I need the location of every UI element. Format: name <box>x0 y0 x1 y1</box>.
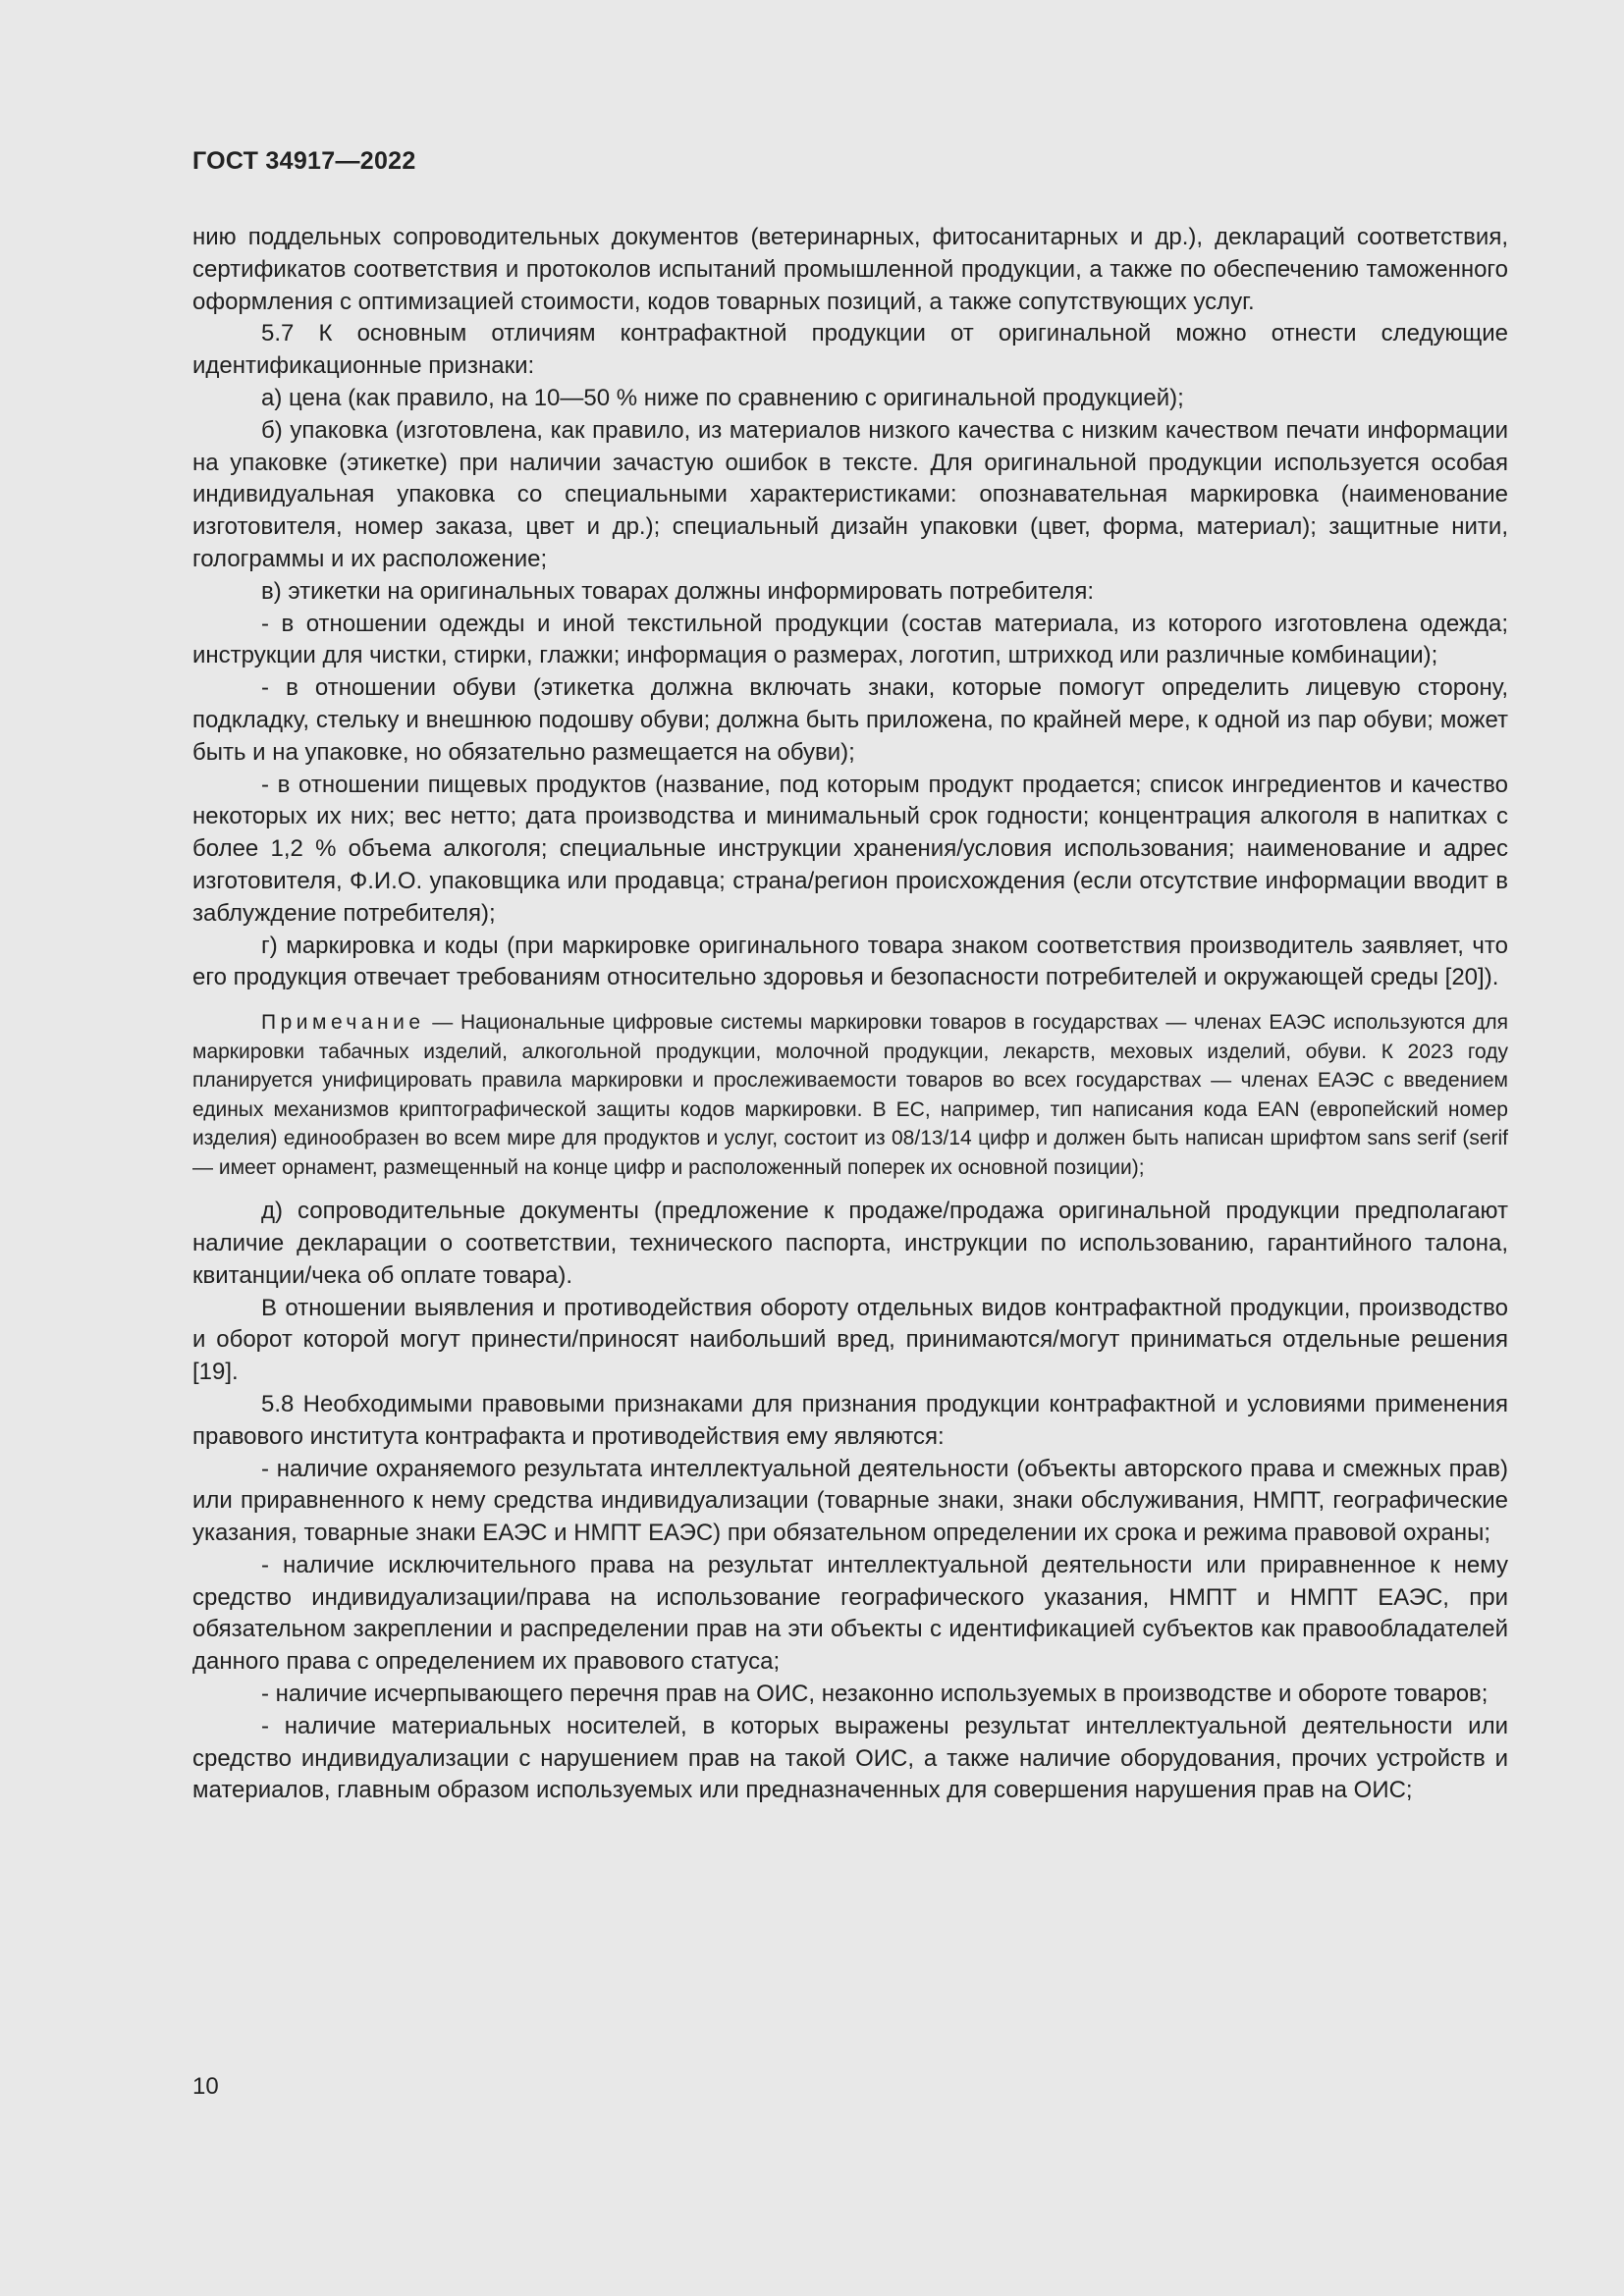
list-item: а) цена (как правило, на 10—50 % ниже по сравнению с оригинальной продукцией); <box>261 384 1184 411</box>
list-item: - наличие материальных носителей, в которых выражены результат интеллектуальной деятельности или средство индивидуализации с нарушением прав на такой ОИС, а также наличие оборудования, прочих устройств и материалов, главным образом используемых или предназначенных для совершения нарушения прав на ОИС; <box>192 1712 1508 1804</box>
note-label: Примечание <box>261 1011 425 1035</box>
list-item: - наличие исчерпывающего перечня прав на ОИС, незаконно используемых в производстве и обороте товаров; <box>261 1681 1489 1708</box>
list-item: в) этикетки на оригинальных товарах должны информировать потребителя: <box>261 577 1095 605</box>
paragraph: нию поддельных сопроводительных документов (ветеринарных, фитосанитарных и др.), деклараций соответствия, сертификатов соответствия и протоколов испытаний промышленной продукции, а также по обеспечению таможенного оформления с оптимизацией стоимости, кодов товарных позиций, а также сопутствующих услуг. <box>192 224 1508 315</box>
list-item: - в отношении одежды и иной текстильной продукции (состав материала, из которого изготовлена одежда; инструкции для чистки, стирки, глажки; информация о размерах, логотип, штрихкод или различные комбинации); <box>192 610 1508 669</box>
paragraph: В отношении выявления и противодействия обороту отдельных видов контрафактной продукции, производство и оборот которой могут принести/приносят наибольший вред, принимаются/могут приниматься отдельные решения [19]. <box>192 1294 1508 1386</box>
list-item: - наличие исключительного права на результат интеллектуальной деятельности или приравненное к нему средство индивидуализации/права на использование географического указания, НМПТ и НМПТ ЕАЭС, при обязательном закреплении и распределении прав на эти объекты с идентификацией субъектов как правообладателей данного права с определением их правового статуса; <box>192 1551 1508 1676</box>
list-item: б) упаковка (изготовлена, как правило, из материалов низкого качества с низким качеством печати информации на упаковке (этикетке) при наличии зачастую ошибок в тексте. Для оригинальной продукции используется особая индивидуальная упаковка со специальными характеристиками: опознавательная маркировка (наименование изготовителя, номер заказа, цвет и др.); специальный дизайн упаковки (цвет, форма, материал); защитные нити, голограммы и их расположение; <box>192 416 1508 572</box>
list-item: - в отношении пищевых продуктов (название, под которым продукт продается; список ингредиентов и качество некоторых их них; вес нетто; дата производства и минимальный срок годности; концентрация алкоголя в напитках с более 1,2 % объема алкоголя; специальные инструкции хранения/условия использования; наименование и адрес изготовителя, Ф.И.О. упаковщика или продавца; страна/регион происхождения (если отсутствие информации вводит в заблуждение потребителя); <box>192 771 1508 927</box>
document-body <box>192 222 1508 1807</box>
page-number: 10 <box>192 2073 219 2100</box>
document-header: ГОСТ 34917—2022 <box>192 147 416 175</box>
list-item: г) маркировка и коды (при маркировке оригинального товара знаком соответствия производитель заявляет, что его продукция отвечает требованиям относительно здоровья и безопасности потребителей и окружающей среды [20]). <box>192 932 1508 991</box>
list-item: - наличие охраняемого результата интеллектуальной деятельности (объекты авторского права и смежных прав) или приравненного к нему средства индивидуализации (товарные знаки, знаки обслуживания, НМПТ, географические указания, товарные знаки ЕАЭС и НМПТ ЕАЭС) при обязательном определении их срока и режима правовой охраны; <box>192 1455 1508 1547</box>
list-item: - в отношении обуви (этикетка должна включать знаки, которые помогут определить лицевую сторону, подкладку, стельку и внешнюю подошву обуви; должна быть приложена, по крайней мере, к одной из пар обуви; может быть и на упаковке, но обязательно размещается на обуви); <box>192 674 1508 766</box>
paragraph: 5.7 К основным отличиям контрафактной продукции от оригинальной можно отнести следующие идентификационные признаки: <box>192 320 1508 380</box>
paragraph: 5.8 Необходимыми правовыми признаками для признания продукции контрафактной и условиями применения правового института контрафакта и противодействия ему являются: <box>192 1390 1508 1450</box>
note <box>192 1008 1508 1182</box>
note-text: — Национальные цифровые системы маркировки товаров в государствах — членах ЕАЭС используются для маркировки табачных изделий, алкогольной продукции, молочной продукции, лекарств, меховых изделий, обуви. К 2023 году планируется унифицировать правила маркировки и прослеживаемости товаров во всех государствах — членах ЕАЭС с введением единых механизмов криптографической защиты кодов маркировки. В ЕС, например, тип написания кода EAN (европейский номер изделия) единообразен во всем мире для продуктов и услуг, состоит из 08/13/14 цифр и должен быть написан шрифтом sans serif (serif — имеет орнамент, размещенный на конце цифр и расположенный поперек их основной позиции); <box>192 1011 1508 1179</box>
list-item: д) сопроводительные документы (предложение к продаже/продажа оригинальной продукции предполагают наличие декларации о соответствии, технического паспорта, инструкции по использованию, гарантийного талона, квитанции/чека об оплате товара). <box>192 1198 1508 1289</box>
